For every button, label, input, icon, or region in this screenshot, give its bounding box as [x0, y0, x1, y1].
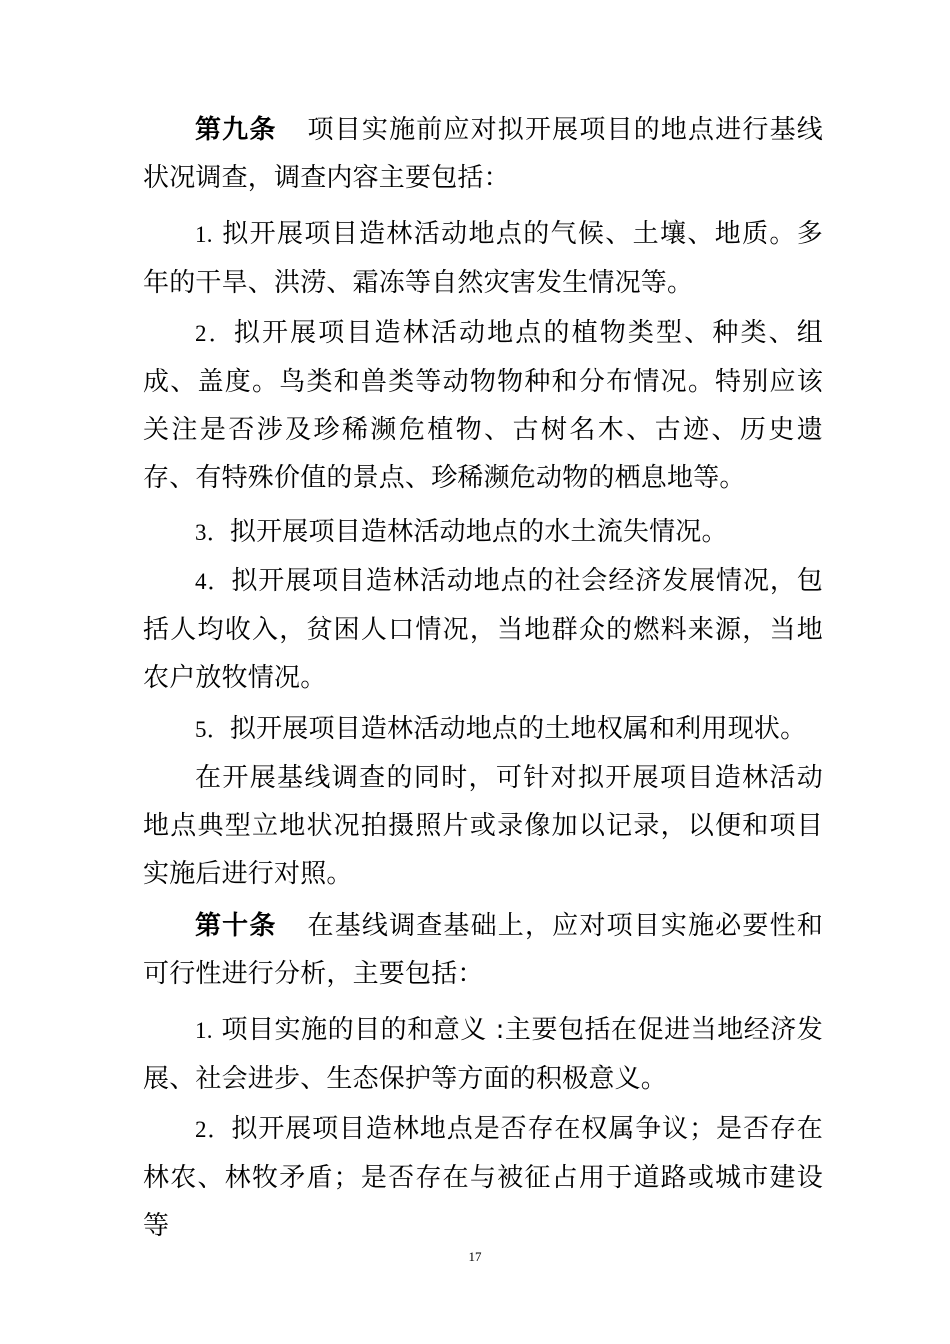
item-5-number: 5．: [195, 717, 230, 742]
article-10-text: 在基线调查基础上，应对项目实施必要性和可行性进行分析，主要包括：: [143, 911, 823, 989]
item-2b-text: 拟开展项目造林地点是否存在权属争议；是否存在林农、林牧矛盾；是否存在与被征占用于道路或城市建设等: [143, 1114, 823, 1241]
item-1-purpose-paragraph: [143, 1006, 823, 1103]
item-1-climate-paragraph: [143, 210, 823, 307]
item-4-socioeconomic-paragraph: [143, 557, 823, 702]
item-1-number: 1.: [195, 222, 213, 247]
baseline-record-paragraph: [143, 754, 823, 898]
article-9-paragraph: [143, 106, 823, 202]
item-2b-number: 2．: [195, 1117, 232, 1142]
item-5-land-paragraph: [143, 705, 823, 754]
item-2-number: 2．: [195, 321, 234, 346]
item-5-text: 拟开展项目造林活动地点的土地权属和利用现状。: [229, 714, 807, 744]
item-3-text: 拟开展项目造林活动地点的水土流失情况。: [229, 517, 728, 547]
article-9-text: 项目实施前应对拟开展项目的地点进行基线状况调查，调查内容主要包括：: [143, 115, 823, 193]
article-9-heading: 第九条: [195, 115, 277, 145]
page-number: 17: [468, 1249, 482, 1264]
item-1b-text: 项目实施的目的和意义 :主要包括在促进当地经济发展、社会进步、生态保护等方面的积极意义。: [143, 1015, 824, 1094]
item-1-text: 拟开展项目造林活动地点的气候、土壤、地质。多年的干旱、洪涝、霜冻等自然灾害发生情况等。: [143, 219, 823, 298]
item-2-vegetation-paragraph: [143, 309, 823, 502]
item-3-number: 3．: [195, 520, 230, 545]
item-2-text: 拟开展项目造林活动地点的植物类型、种类、组成、盖度。鸟类和兽类等动物物种和分布情况。特别应该关注是否涉及珍稀濒危植物、古树名木、古迹、历史遗存、有特殊价值的景点、珍稀濒危动物的栖息地等。: [143, 318, 824, 493]
item-4-number: 4．: [195, 569, 232, 594]
item-4-text: 拟开展项目造林活动地点的社会经济发展情况，包括人均收入，贫困人口情况，当地群众的燃料来源，当地农户放牧情况。: [143, 566, 823, 693]
item-2-dispute-paragraph: [143, 1105, 823, 1250]
item-3-erosion-paragraph: [143, 508, 823, 557]
article-10-paragraph: [143, 902, 823, 998]
baseline-record-text: 在开展基线调查的同时，可针对拟开展项目造林活动地点典型立地状况拍摄照片或录像加以记录，以便和项目实施后进行对照。: [143, 763, 823, 889]
item-1b-number: 1.: [195, 1018, 213, 1043]
article-10-heading: 第十条: [195, 911, 277, 941]
